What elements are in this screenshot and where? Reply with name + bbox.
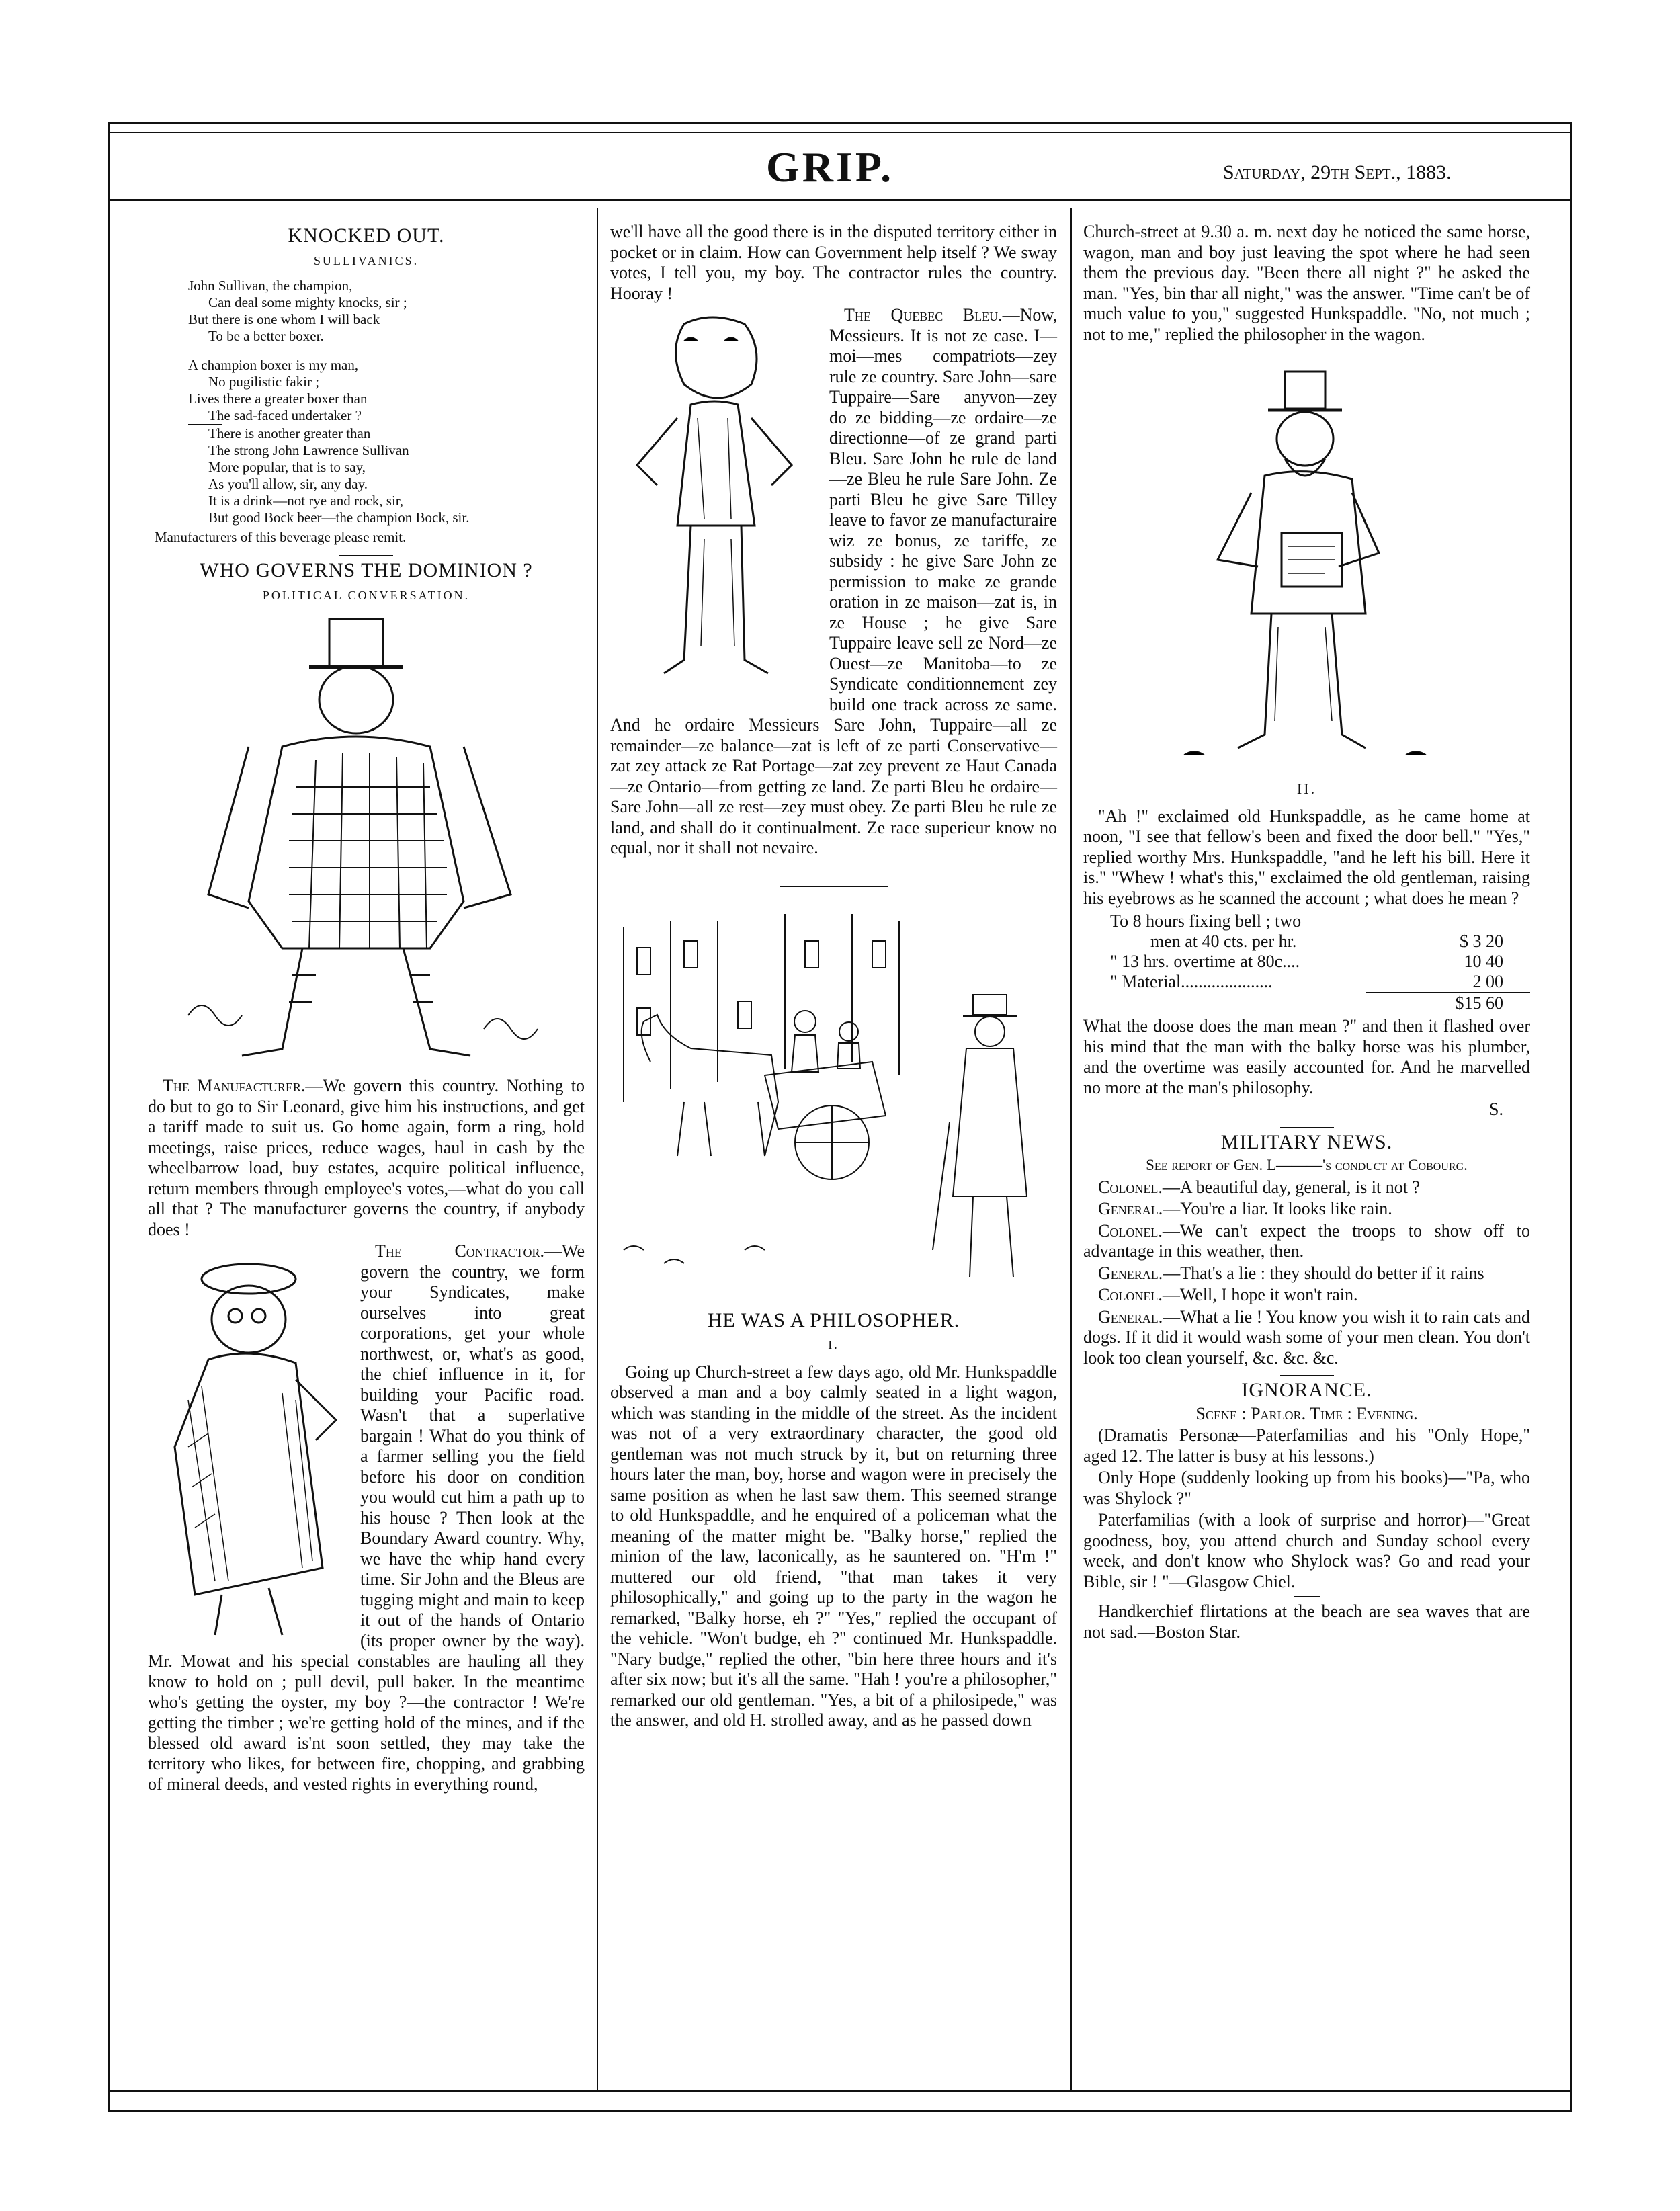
quebec-bleu-speaker: The Quebec Bleu.: [844, 305, 1003, 325]
dialogue-text: —Well, I hope it won't rain.: [1162, 1285, 1358, 1304]
contractor-text: —We govern the country, we form your Syndicates, make ourselves into great corporations, get your whole northwest, or, what's as good, the chief influence in it, for building your Pacific road. Wasn't that a superlative bargain ! What do you think of a farmer selling you the field before his door on condition you would cut him a path up to his house ? Then look at the Boundary Award country. Why, we have the whip hand every time. Sir John and the Bleus are tugging might and main to keep it out of the hands of Ontario (its proper owner by the way). Mr. Mowat and his special constables are hauling all they know to hold on ; pull devil, pull baker. In the meantime who's getting the oyster, my boy ?—the contractor ! We're getting the timber ; we're getting hold of the mines, and if the blessed old award is'nt soon settled, they may take the territory who likes, for between fire, chopping, and grabbing of mineral deeds, and vested rights in everything round,: [148, 1241, 585, 1794]
poem-title: KNOCKED OUT.: [288, 224, 445, 247]
dialogue-text: —That's a lie : they should do better if it rains: [1163, 1263, 1484, 1283]
poem-line: More popular, that is to say,: [208, 459, 366, 475]
right-border: [1570, 122, 1572, 2112]
story-part-2: II.: [1296, 780, 1317, 797]
dialogue-speaker: General.: [1098, 1306, 1163, 1327]
story-paragraph-1: Going up Church-street a few days ago, old Mr. Hunkspaddle observed a man and a boy calmly seated in a light wagon, which was standing in the middle of the street. As the incident was not of a very extraordinary character, the good old gentleman was not much struck by it, but on returning three hours later the man, boy, horse and wagon were in precisely the same position as when he last saw them. This seemed strange to old Hunkspaddle, and he enquired of a policeman what the meaning of the matter might be. "Balky horse," replied the minion of the law, laconically, as he sauntered on. "H'm !" muttered our old friend, "that man takes it very philosophically," and going up to the party in the wagon he remarked, "Balky horse, eh ?" "Yes," replied the occupant of the vehicle. "Won't budge, eh ?" continued Mr. Hunkspaddle. "Nary budge," replied the other, "bin here three hours and it's after six now; but it's all the same. "Hah ! you're a philosopher," remarked our old gentleman. "Yes, a bit of a philosipede," was the answer, and old H. strolled away, and as he passed down: [610, 1362, 1057, 1730]
story-title: HE WAS A PHILOSOPHER.: [707, 1308, 960, 1331]
military-title: MILITARY NEWS.: [1220, 1130, 1393, 1153]
poem-line: Can deal some mighty knocks, sir ;: [208, 294, 407, 310]
column-rule-2: [1070, 208, 1072, 2090]
poem-line: But there is one whom I will back: [188, 311, 380, 327]
story-paragraph-2: "Ah !" exclaimed old Hunkspaddle, as he came home at noon, "I see that fellow's been and fixed the door bell." "Yes," replied worthy Mrs. Hunkspaddle, "and he left his bill. Here it is." "Whew ! what's this," exclaimed the old gentleman, raising his eyebrows as he scanned the account ; what does he mean ?: [1083, 806, 1530, 908]
street-scene-illustration: [610, 901, 1057, 1304]
story-continued: Church-street at 9.30 a. m. next day he noticed the same horse, wagon, man and boy just leaving the spot where he had seen them the previous day. "Been there all night ?" he asked the man. "Yes, bin thar all night," was the answer. "Time can't be of much value to you," suggested Hunkspaddle. "No, not much ; not to me," replied the philosopher in the wagon.: [1083, 222, 1530, 344]
manufacturer-illustration: [148, 612, 585, 1076]
poem-line: The sad-faced undertaker ?: [208, 407, 362, 423]
bill-line: [1083, 972, 1530, 992]
hunkspaddle-illustration: [1083, 358, 1530, 775]
manufacturer-paragraph: [148, 1076, 585, 1240]
manufacturer-speaker: The Manufacturer.: [163, 1076, 306, 1095]
quebec-bleu-illustration: [610, 310, 818, 694]
dialogue-speaker: General.: [1098, 1263, 1163, 1283]
column-rule-1: [597, 208, 598, 2090]
article-title: WHO GOVERNS THE DOMINION ?: [200, 559, 533, 581]
bottom-rule: [108, 2090, 1572, 2092]
story-paragraph-3: What the doose does the man mean ?" and then it flashed over his mind that the man with the balky horse was his plumber, and the overtime was easily accounted for. And he marvelled no more at the man's philosophy.: [1083, 1016, 1530, 1097]
poem-line: There is another greater than: [208, 425, 371, 442]
dialogue-line: [1083, 1177, 1530, 1198]
masthead-title: GRIP.: [766, 143, 894, 191]
dialogue-text: —You're a liar. It looks like rain.: [1163, 1199, 1392, 1218]
story-part-1: I.: [828, 1338, 839, 1351]
dialogue-line: [1083, 1221, 1530, 1262]
bill-total: $15 60: [1366, 992, 1530, 1013]
bill-line-2: " 13 hrs. overtime at 80c....: [1110, 952, 1300, 971]
bill: [1083, 911, 1530, 1013]
contractor-speaker: The Contractor.: [375, 1241, 544, 1261]
dialogue-text: —A beautiful day, general, is it not ?: [1162, 1177, 1420, 1197]
poem-line: To be a better boxer.: [208, 328, 324, 344]
poem-line: But good Bock beer—the champion Bock, sir.: [208, 509, 470, 526]
poem: [188, 278, 585, 526]
ignorance-paragraph-2: Only Hope (suddenly looking up from his books)—"Pa, who was Shylock ?": [1083, 1468, 1530, 1508]
dialogue-speaker: General.: [1098, 1199, 1163, 1218]
dialogue-line: [1083, 1199, 1530, 1220]
dialogue-text: —We can't expect the troops to show off to advantage in this weather, then.: [1083, 1220, 1530, 1261]
ignorance-scene: Scene : Parlor. Time : Evening.: [1195, 1403, 1418, 1423]
dialogue-speaker: Colonel.: [1098, 1177, 1163, 1197]
manufacturer-text: —We govern this country. Nothing to do but to go to Sir Leonard, give him his instructions, and get a tariff made to suit us. Go home again, form a ring, hold meetings, raise prices, reduce wages, haul in cash by the wheelbarrow load, buy estates, acquire political influence, return members through employee's votes,—what do you call all that ? The manufacturer governs the country, if anybody does !: [148, 1076, 585, 1239]
dialogue-speaker: Colonel.: [1098, 1285, 1163, 1304]
ignorance-paragraph-1: (Dramatis Personæ—Paterfamilias and his "Only Hope," aged 12. The latter is busy at his lessons.): [1083, 1425, 1530, 1466]
contractor-illustration: [148, 1245, 349, 1642]
ignorance-paragraph-3: Paterfamilias (with a look of surprise and horror)—"Great goodness, boy, you attend church and Sunday school every week, and don't know who Shylock was? Go and read your Bible, sir ! "—Glasgow Chiel.: [1083, 1510, 1530, 1591]
dateline: Saturday, 29th Sept., 1883.: [1223, 161, 1452, 183]
left-border: [108, 122, 110, 2112]
poem-line: As you'll allow, sir, any day.: [208, 476, 368, 492]
column-2: [610, 222, 1057, 1733]
story-signature: S.: [1489, 1099, 1503, 1119]
poem-line: The strong John Lawrence Sullivan: [208, 442, 409, 458]
bill-line-1: To 8 hours fixing bell ; two: [1110, 911, 1302, 931]
bill-amount-3: 2 00: [1472, 972, 1503, 991]
dialogue-line: [1083, 1263, 1530, 1284]
poem-footer: Manufacturers of this beverage please remit.: [155, 529, 407, 545]
bill-line-3: " Material.....................: [1110, 972, 1273, 991]
bill-amount-2: 10 40: [1464, 952, 1503, 971]
contractor-continued: we'll have all the good there is in the disputed territory either in pocket or in claim. How can Government help itself ? We sway votes, I tell you, my boy. The contractor rules the country. Hooray !: [610, 222, 1057, 303]
top-rule-inner: [108, 132, 1572, 133]
poem-line: It is a drink—not rye and rock, sir,: [208, 493, 404, 509]
bill-line-1b: men at 40 cts. per hr.: [1150, 931, 1297, 951]
masthead-rule: [108, 199, 1572, 201]
article-subtitle: POLITICAL CONVERSATION.: [262, 588, 470, 602]
bottom-rule-outer: [108, 2110, 1572, 2112]
military-subtitle: See report of Gen. L———'s conduct at Cobourg.: [1146, 1157, 1468, 1173]
bill-line: [1083, 911, 1530, 931]
poem-line: John Sullivan, the champion,: [188, 278, 353, 294]
bill-line: [1083, 952, 1530, 972]
dialogue-line: [1083, 1285, 1530, 1306]
column-3: [1083, 222, 1530, 1644]
quebec-bleu-text: —Now, Messieurs. It is not ze case. I—moi—mes compatriots—zey rule ze country. Sare John—sare Tuppaire—Sare anyvon—zey do ze bidding—ze ordaire—ze directionne—of ze grand parti Bleu. Sare John he rule de land—ze Bleu he rule Sare John. Ze parti Bleu he give Sare Tilley leave to favor ze manufacturaire wiz ze bonus, ze tariffe, ze subsidy : he give Sare John ze permission to make ze grande oration in ze maison—zat is, in ze House ; he give Sare Tuppaire leave sell ze Nord—ze Ouest—ze Manitoba—to ze Syndicate conditionnement zey build one track across ze same. And he ordaire Messieurs Sare John, Tuppaire—all ze remainder—ze balance—zat is left of ze parti Conservative—zat zey attack ze Rat Portage—zat zey prevent ze Haut Canada—ze Ontario—from getting ze land. Ze parti Bleu he ordaire—Sare John—all ze rest—zey must obey. Ze parti Bleu he rule ze land, and shall do it continualment. Ze race superieur know no equal, nor it shall not nevaire.: [610, 305, 1057, 858]
bill-line: [1083, 931, 1530, 952]
poem-line: Lives there a greater boxer than: [188, 390, 368, 407]
ignorance-title: IGNORANCE.: [1241, 1379, 1372, 1401]
poem-subtitle: SULLIVANICS.: [313, 253, 419, 267]
dialogue-speaker: Colonel.: [1098, 1220, 1163, 1241]
handkerchief-paragraph: Handkerchief flirtations at the beach are sea waves that are not sad.—Boston Star.: [1083, 1601, 1530, 1642]
column-1: [148, 222, 585, 1796]
poem-line: A champion boxer is my man,: [188, 357, 359, 373]
poem-line: No pugilistic fakir ;: [208, 374, 320, 390]
bill-amount-1: $ 3 20: [1460, 931, 1503, 951]
dialogue-line: [1083, 1307, 1530, 1369]
top-rule: [108, 122, 1572, 124]
dialogue-text: —What a lie ! You know you wish it to rain cats and dogs. If it did it would wash some of your men clean. You don't look too clean yourself, &c. &c. &c.: [1083, 1306, 1530, 1368]
